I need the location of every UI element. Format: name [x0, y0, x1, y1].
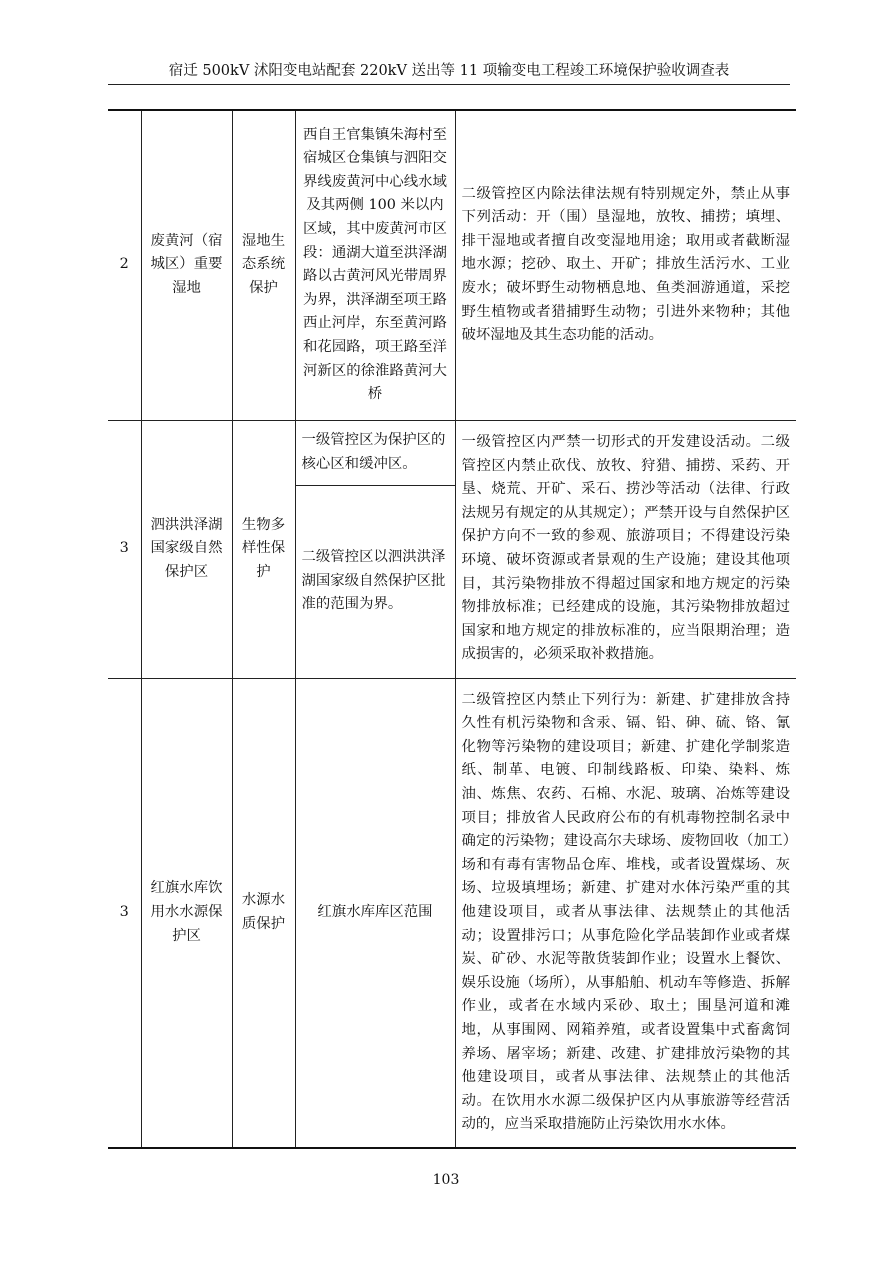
zone-range-secondary: 二级管控区以泗洪洪泽湖国家级自然保护区批准的范围为界。 [295, 485, 455, 678]
table-row [108, 110, 796, 420]
zone-function: 水源水质保护 [232, 678, 295, 1148]
row-number: 3 [108, 678, 141, 1148]
row-number: 2 [108, 110, 141, 420]
zone-range-primary: 一级管控区为保护区的核心区和缓冲区。 [295, 420, 455, 485]
zone-range: 红旗水库库区范围 [295, 678, 455, 1148]
zone-function: 湿地生态系统保护 [232, 110, 295, 420]
zone-range: 西自王官集镇朱海村至宿城区仓集镇与泗阳交界线废黄河中心线水域及其两侧 100 米以内区域，其中废黄河市区段：通湖大道至洪泽湖路以古黄河风光带周界为界，洪泽湖至项王路西止河岸，东至黄河路和花园路，项王路至洋河新区的徐淮路黄河大桥 [295, 110, 455, 420]
header-rule [108, 84, 790, 85]
zone-name: 泗洪洪泽湖国家级自然保护区 [141, 420, 232, 678]
protection-zone-table [108, 109, 796, 1149]
page-number: 103 [432, 1172, 460, 1188]
row-number: 3 [108, 420, 141, 678]
zone-control-rule: 一级管控区内严禁一切形式的开发建设活动。二级管控区内禁止砍伐、放牧、狩猎、捕捞、采药、开垦、烧荒、开矿、采石、捞沙等活动（法律、行政法规另有规定的从其规定）；严禁开设与自然保护区保护方向不一致的参观、旅游项目；不得建设污染环境、破坏资源或者景观的生产设施；建设其他项目，其污染物排放不得超过国家和地方规定的污染物排放标准；已经建成的设施，其污染物排放超过国家和地方规定的排放标准的，应当限期治理；造成损害的，必须采取补救措施。 [455, 420, 796, 678]
zone-name: 废黄河（宿城区）重要湿地 [141, 110, 232, 420]
zone-function: 生物多样性保护 [232, 420, 295, 678]
zone-control-rule: 二级管控区内除法律法规有特别规定外，禁止从事下列活动：开（围）垦湿地，放牧、捕捞；填埋、排干湿地或者擅自改变湿地用途；取用或者截断湿地水源；挖砂、取土、开矿；排放生活污水、工业废水；破坏野生动物栖息地、鱼类洄游通道，采挖野生植物或者猎捕野生动物；引进外来物种；其他破坏湿地及其生态功能的活动。 [455, 110, 796, 420]
zone-control-rule: 二级管控区内禁止下列行为：新建、扩建排放含持久性有机污染物和含汞、镉、铅、砷、硫、铬、氰化物等污染物的建设项目；新建、扩建化学制浆造纸、制革、电镀、印制线路板、印染、染料、炼油、炼焦、农药、石棉、水泥、玻璃、冶炼等建设项目；排放省人民政府公布的有机毒物控制名录中确定的污染物；建设高尔夫球场、废物回收（加工）场和有毒有害物品仓库、堆栈，或者设置煤场、灰场、垃圾填埋场；新建、扩建对水体污染严重的其他建设项目，或者从事法律、法规禁止的其他活动；设置排污口；从事危险化学品装卸作业或者煤炭、矿砂、水泥等散货装卸作业；设置水上餐饮、娱乐设施（场所），从事船舶、机动车等修造、拆解作业，或者在水域内采砂、取土；围垦河道和滩地，从事围网、网箱养殖，或者设置集中式畜禽饲养场、屠宰场；新建、改建、扩建排放污染物的其他建设项目，或者从事法律、法规禁止的其他活动。在饮用水水源二级保护区内从事旅游等经营活动的，应当采取措施防止污染饮用水水体。 [455, 678, 796, 1148]
table-row [108, 678, 796, 1148]
table-row [108, 420, 796, 485]
zone-name: 红旗水库饮用水水源保护区 [141, 678, 232, 1148]
page-header-title: 宿迁 500kV 沭阳变电站配套 220kV 送出等 11 项输变电工程竣工环境保护验收调查表 [168, 63, 730, 79]
